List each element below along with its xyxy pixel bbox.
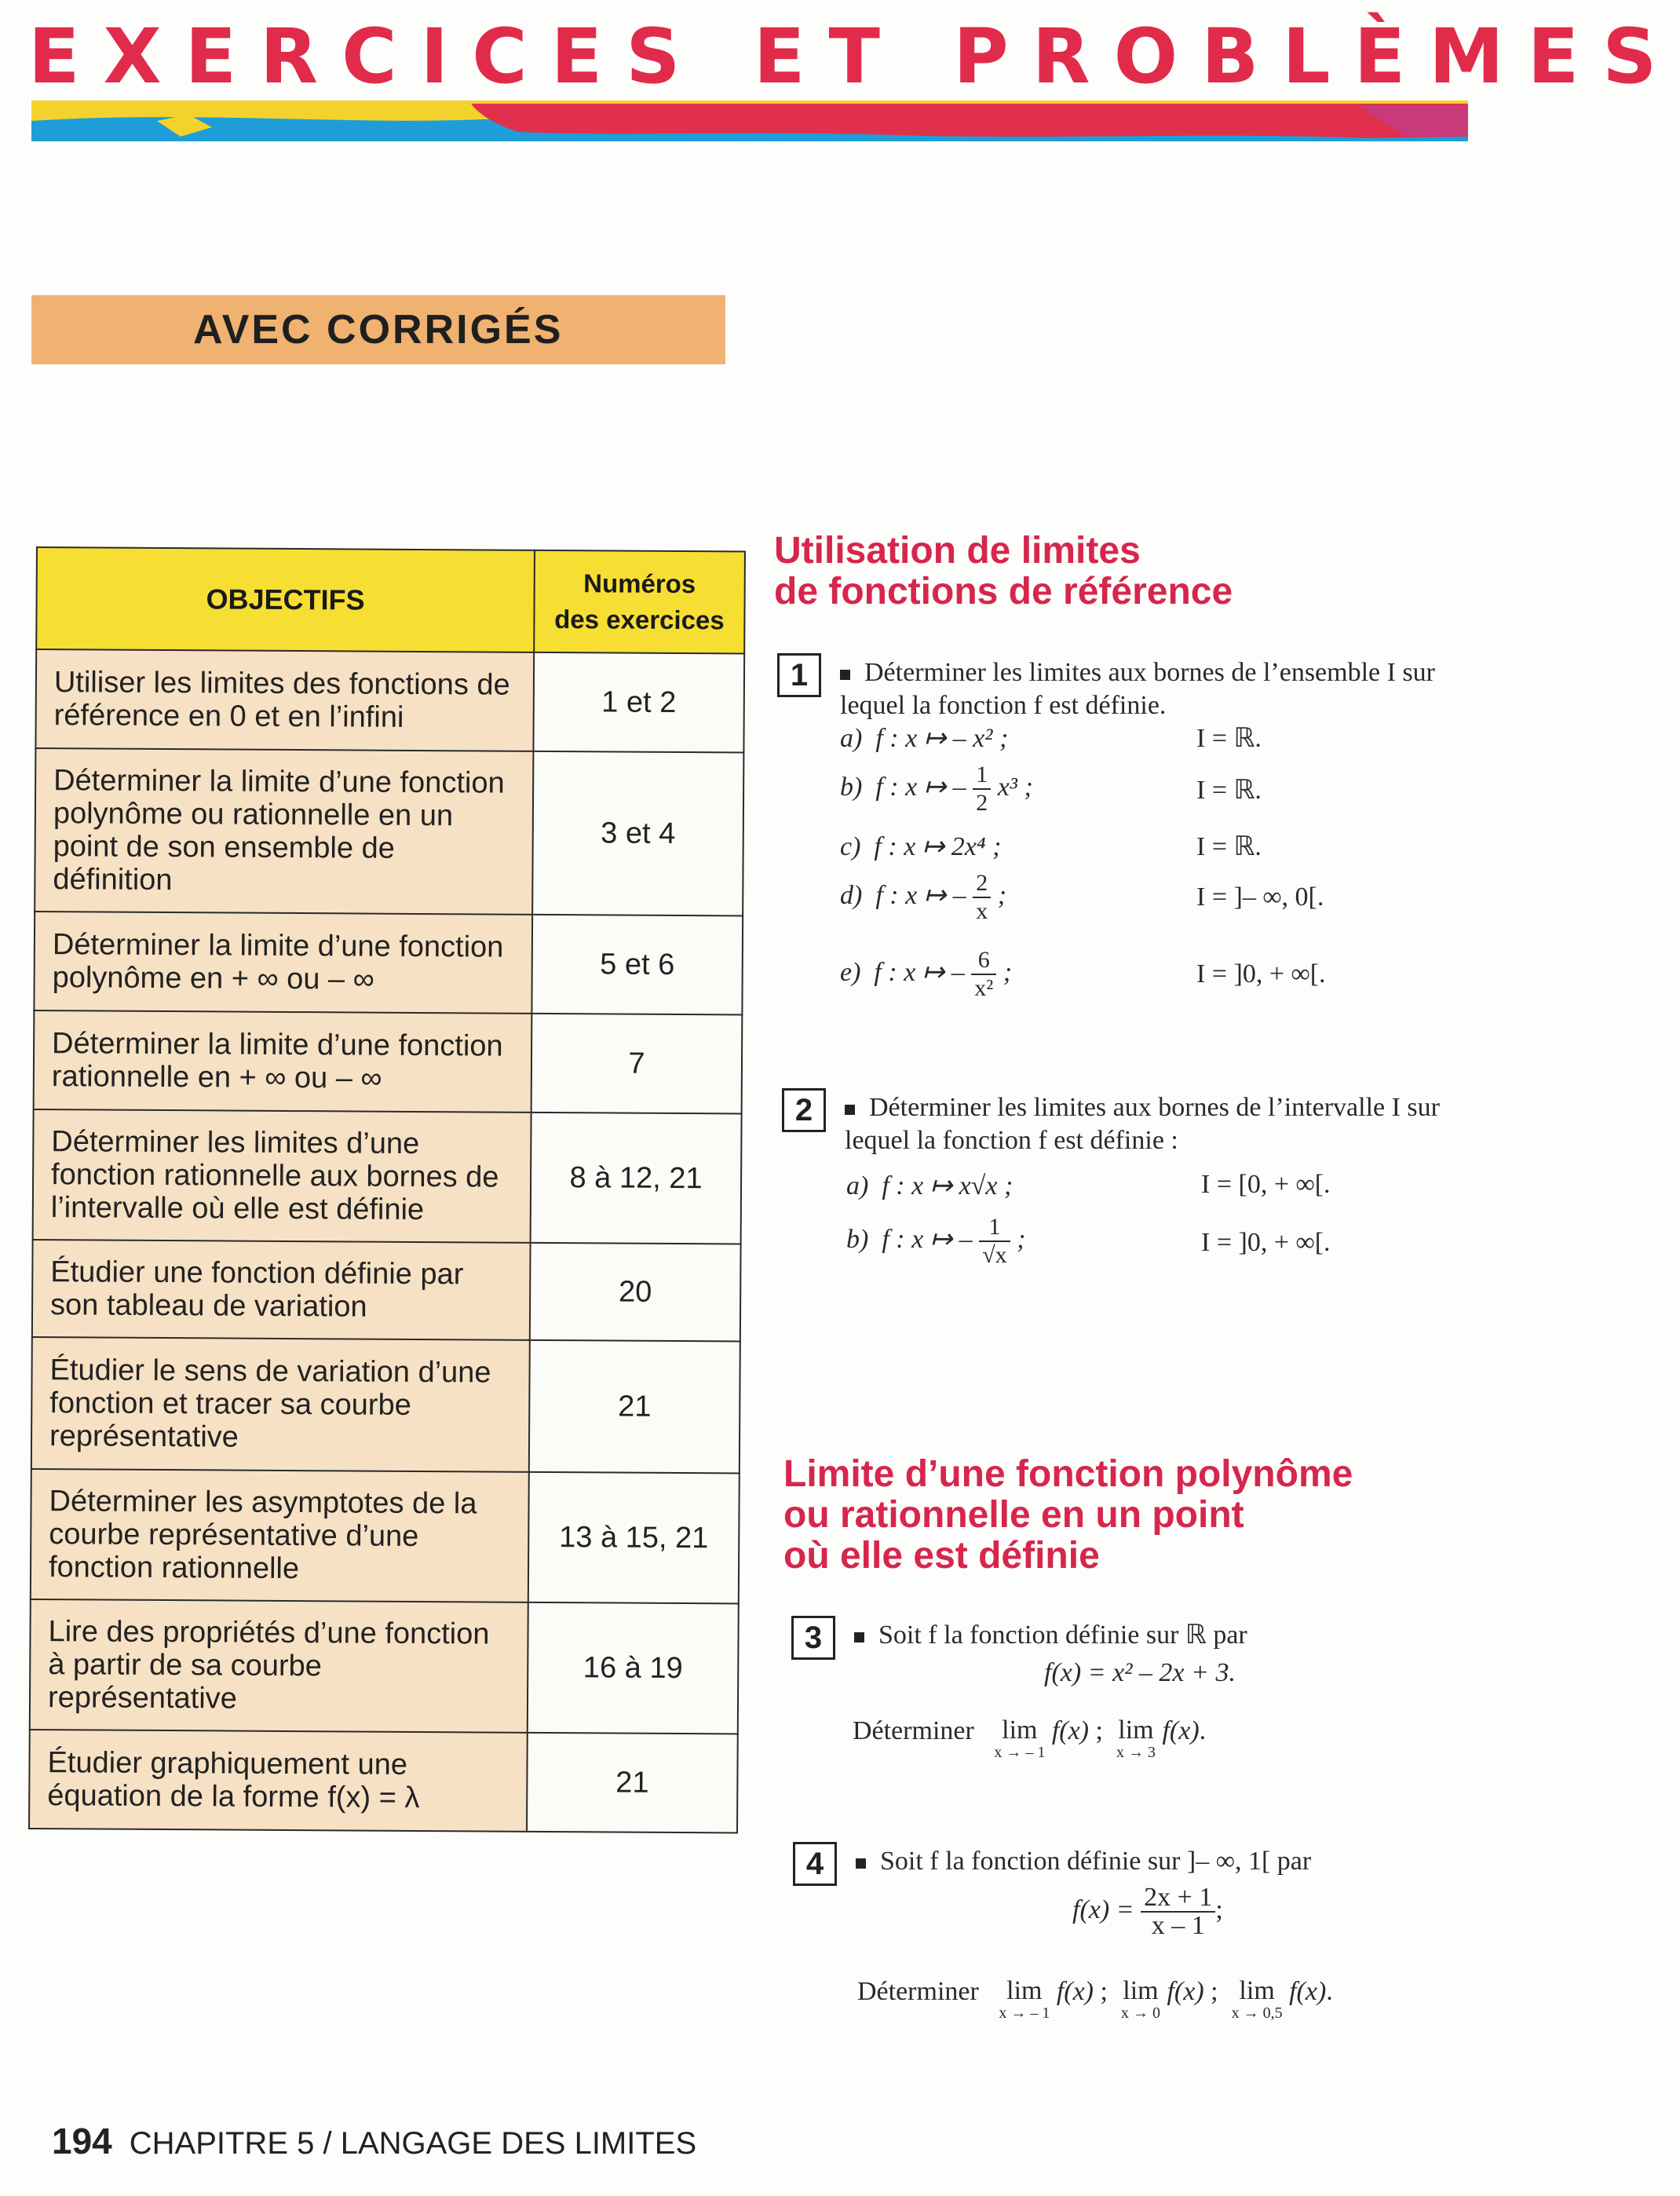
exercise-number: 2 — [782, 1088, 826, 1132]
lim-word: lim — [1239, 1976, 1275, 2005]
item-function: f : x ↦ – — [874, 957, 965, 987]
exercise-text: Soit f la fonction définie sur ]– ∞, 1[ par — [880, 1847, 1312, 1876]
item-interval: I = [0, + ∞[. — [1201, 1170, 1331, 1199]
item-function: f : x ↦ 2x⁴ ; — [874, 832, 1002, 861]
formula-lhs: f(x) = — [1072, 1895, 1134, 1924]
item-label: b) — [840, 772, 863, 802]
fraction-denominator: x² — [974, 975, 994, 1001]
col-numbers-line2: des exercices — [554, 605, 725, 635]
exercise-statement — [854, 1619, 1466, 1652]
exercise-item — [840, 722, 1008, 754]
fraction — [1141, 1884, 1215, 1939]
limit-operator — [1232, 1977, 1283, 2021]
heading-line: ou rationnelle en un point — [783, 1494, 1244, 1536]
exercise-item — [846, 1214, 1025, 1269]
numbers-cell: 3 et 4 — [532, 751, 743, 916]
col-numbers-line1: Numéros — [583, 568, 696, 599]
table-row — [32, 1240, 741, 1342]
numbers-cell: 7 — [531, 1014, 743, 1114]
lim-subscript: x → 0,5 — [1231, 2004, 1283, 2022]
numbers-cell: 5 et 6 — [531, 915, 743, 1015]
lim-word: lim — [1002, 1716, 1038, 1745]
fraction-denominator: x — [976, 898, 988, 924]
banner-red — [471, 104, 1468, 138]
item-function: f : x ↦ – — [882, 1224, 973, 1254]
item-interval: I = ]0, + ∞[. — [1196, 959, 1326, 988]
item-label: d) — [840, 880, 863, 910]
exercise-item — [840, 947, 1012, 1002]
limit-operator — [1116, 1716, 1156, 1760]
section-title: AVEC CORRIGÉS — [193, 307, 564, 353]
exercise-question: Déterminer lim x → – 1 f(x) ; lim x → 3 f(x). — [853, 1716, 1207, 1761]
lim-word: lim — [1006, 1976, 1043, 2005]
table-row — [31, 1469, 740, 1604]
exercise-item — [840, 762, 1033, 817]
table-header-row — [36, 547, 745, 654]
bullet-icon — [856, 1858, 866, 1869]
objective-cell: Déterminer la limite d’une fonction polynôme en + ∞ ou – ∞ — [34, 912, 532, 1014]
exercise-statement — [845, 1091, 1481, 1157]
fraction-numerator: 1 — [973, 762, 991, 790]
bullet-icon — [840, 670, 850, 680]
page-number: 194 — [52, 2121, 112, 2161]
fraction — [979, 1214, 1010, 1269]
heading-line: de fonctions de référence — [774, 571, 1233, 612]
exercise-formula: f(x) = $\frac{2x + 1}{x - 1}$ ; — [1072, 1883, 1223, 1940]
item-function-tail: x³ ; — [997, 772, 1033, 802]
item-function: f : x ↦ – x² ; — [875, 724, 1009, 753]
item-function-tail: ; — [997, 880, 1007, 910]
item-function-tail: ; — [1003, 957, 1013, 987]
item-interval: I = ℝ. — [1196, 832, 1262, 861]
decorative-banner — [31, 100, 1468, 141]
objective-cell: Étudier graphiquement une équation de la forme f(x) = λ — [29, 1730, 528, 1832]
fraction — [973, 870, 991, 925]
objective-cell: Déterminer les limites d’une fonction rationnelle aux bornes de l’intervalle où elle est définie — [33, 1109, 531, 1243]
lim-word: lim — [1118, 1716, 1154, 1745]
exercise-formula — [1044, 1658, 1236, 1688]
objective-cell: Déterminer les asymptotes de la courbe représentative d’une fonction rationnelle — [31, 1469, 529, 1602]
col-objectives-header: OBJECTIFS — [36, 547, 535, 652]
item-label: e) — [840, 957, 861, 987]
page-title: EXERCICES ET PROBLÈMES — [28, 13, 1680, 100]
limit-operator — [999, 1977, 1050, 2021]
exercise-text: Déterminer les limites aux bornes de l’ensemble I sur lequel la fonction f est définie. — [840, 658, 1435, 720]
heading-polynomial-limit — [783, 1454, 1353, 1577]
fraction-numerator: 1 — [979, 1214, 1010, 1242]
bullet-icon — [845, 1105, 855, 1115]
col-numbers-header — [534, 550, 745, 654]
bullet-icon — [854, 1632, 864, 1642]
determine-word: Déterminer — [857, 1977, 979, 2006]
limit-function: f(x) — [1162, 1716, 1200, 1745]
objective-cell: Étudier une fonction définie par son tableau de variation — [32, 1240, 531, 1340]
heading-line: où elle est définie — [783, 1535, 1100, 1577]
item-function-tail: ; — [1017, 1224, 1026, 1254]
numbers-cell: 21 — [529, 1340, 740, 1474]
item-label: a) — [840, 724, 863, 753]
item-interval: I = ℝ. — [1196, 724, 1262, 753]
item-function: f : x ↦ x√x ; — [882, 1171, 1013, 1200]
exercise-item — [846, 1170, 1013, 1201]
table-row — [35, 748, 743, 916]
exercise-item — [840, 831, 1002, 862]
fraction-denominator: 2 — [976, 790, 988, 816]
item-function: f : x ↦ – — [875, 880, 966, 910]
limit-operator — [1121, 1977, 1160, 2021]
objective-cell: Déterminer la limite d’une fonction polynôme ou rationnelle en un point de son ensemble de définition — [35, 748, 533, 915]
table-row — [29, 1730, 738, 1833]
objective-cell: Déterminer la limite d’une fonction rationnelle en + ∞ ou – ∞ — [34, 1010, 532, 1113]
exercise-item — [840, 870, 1006, 925]
numbers-cell: 8 à 12, 21 — [531, 1113, 742, 1244]
chapter-title: CHAPITRE 5 / LANGAGE DES LIMITES — [129, 2126, 697, 2161]
limit-operator — [994, 1716, 1045, 1760]
heading-line: Limite d’une fonction polynôme — [783, 1453, 1353, 1495]
determine-word: Déterminer — [853, 1716, 974, 1745]
table-row — [35, 649, 744, 753]
fraction-numerator: 2 — [973, 870, 991, 898]
limit-function: f(x) — [1051, 1716, 1089, 1745]
lim-word: lim — [1123, 1976, 1159, 2005]
item-interval: I = ]0, + ∞[. — [1201, 1228, 1331, 1257]
numbers-cell: 13 à 15, 21 — [528, 1472, 740, 1604]
exercise-number: 4 — [793, 1842, 837, 1886]
exercise-text: Soit f la fonction définie sur ℝ par — [878, 1621, 1247, 1650]
exercise-question: Déterminer lim x → – 1 f(x) ; lim x → 0 f(x) ; lim x → 0,5 f(x). — [857, 1976, 1333, 2022]
numbers-cell: 20 — [530, 1243, 741, 1342]
item-label: a) — [846, 1171, 869, 1200]
section-bar — [31, 295, 725, 364]
objective-cell: Utiliser les limites des fonctions de référence en 0 et en l’infini — [35, 649, 534, 751]
numbers-cell: 16 à 19 — [528, 1602, 739, 1734]
table-row — [33, 1109, 742, 1244]
table-row — [34, 1010, 743, 1114]
item-label: b) — [846, 1224, 869, 1254]
page-footer — [52, 2120, 696, 2162]
lim-subscript: x → 0 — [1120, 2004, 1160, 2022]
objective-cell: Étudier le sens de variation d’une fonction et tracer sa courbe représentative — [31, 1337, 530, 1472]
lim-subscript: x → – 1 — [994, 1744, 1046, 1761]
lim-subscript: x → – 1 — [999, 2004, 1050, 2022]
item-interval: I = ]– ∞, 0[. — [1196, 882, 1324, 912]
exercise-number: 3 — [791, 1616, 835, 1660]
numbers-cell: 1 et 2 — [533, 652, 744, 753]
objectives-table — [28, 546, 746, 1833]
table-row — [30, 1599, 739, 1734]
item-interval: I = ℝ. — [1196, 776, 1262, 805]
fraction — [971, 947, 996, 1002]
heading-reference-limits — [774, 531, 1233, 612]
fraction-numerator: 2x + 1 — [1141, 1884, 1215, 1913]
heading-line: Utilisation de limites — [774, 530, 1141, 572]
limit-function: f(x) — [1289, 1977, 1327, 2006]
exercise-text: Déterminer les limites aux bornes de l’intervalle I sur lequel la fonction f est définie : — [845, 1093, 1440, 1155]
objective-cell: Lire des propriétés d’une fonction à partir de sa courbe représentative — [30, 1599, 528, 1733]
exercise-statement — [840, 656, 1476, 722]
numbers-cell: 21 — [527, 1733, 738, 1833]
exercise-number: 1 — [777, 653, 821, 697]
item-label: c) — [840, 832, 861, 861]
fraction — [973, 762, 991, 817]
limit-function: f(x) — [1056, 1977, 1094, 2006]
formula-text: f(x) = x² – 2x + 3. — [1044, 1658, 1236, 1687]
fraction-numerator: 6 — [971, 947, 996, 975]
limit-function: f(x) — [1167, 1977, 1204, 2006]
table-row — [31, 1337, 740, 1474]
exercise-statement — [856, 1845, 1476, 1878]
lim-subscript: x → 3 — [1116, 1744, 1156, 1761]
fraction-denominator: √x — [982, 1242, 1007, 1268]
table-row — [34, 912, 743, 1015]
fraction-denominator: x – 1 — [1151, 1911, 1205, 1940]
item-function: f : x ↦ – — [875, 772, 966, 802]
